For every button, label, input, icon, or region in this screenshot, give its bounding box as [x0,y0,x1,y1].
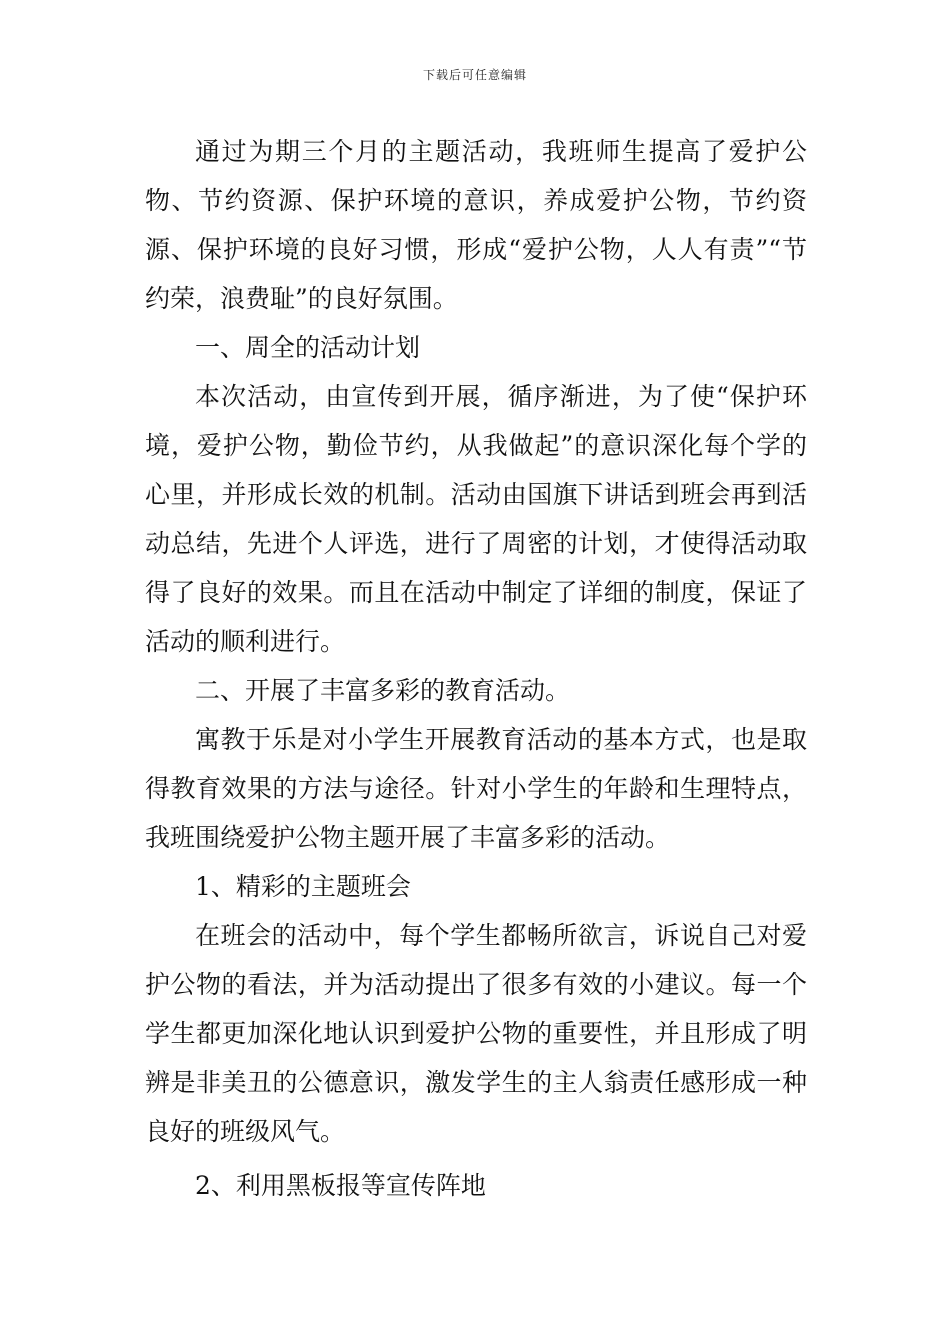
paragraph-intro: 通过为期三个月的主题活动，我班师生提高了爱护公物、节约资源、保护环境的意识，养成爱护公物，节约资源、保护环境的良好习惯，形成“爱护公物，人人有责”“节约荣，浪费耻”的良好氛围。 [145,137,807,313]
subsection-heading-1: 1、精彩的主题班会 [195,872,411,901]
paragraph-class-meeting: 在班会的活动中，每个学生都畅所欲言，诉说自己对爱护公物的看法，并为活动提出了很多有效的小建议。每一个学生都更加深化地认识到爱护公物的重要性，并且形成了明辨是非美丑的公德意识，激发学生的主人翁责任感形成一种良好的班级风气。 [145,921,807,1146]
paragraph-activities: 寓教于乐是对小学生开展教育活动的基本方式，也是取得教育效果的方法与途径。针对小学生的年龄和生理特点，我班围绕爱护公物主题开展了丰富多彩的活动。 [145,725,807,852]
document-body [145,127,807,1210]
header-note: 下载后可任意编辑 [422,68,527,82]
subsection-heading-2: 2、利用黑板报等宣传阵地 [195,1171,486,1200]
section-heading-1: 一、周全的活动计划 [195,333,421,362]
section-heading-2: 二、开展了丰富多彩的教育活动。 [195,676,571,705]
paragraph-plan: 本次活动，由宣传到开展，循序渐进，为了使“保护环境，爱护公物，勤俭节约，从我做起”的意识深化每个学的心里，并形成长效的机制。活动由国旗下讲话到班会再到活动总结，先进个人评选，进行了周密的计划，才使得活动取得了良好的效果。而且在活动中制定了详细的制度，保证了活动的顺利进行。 [145,382,807,656]
